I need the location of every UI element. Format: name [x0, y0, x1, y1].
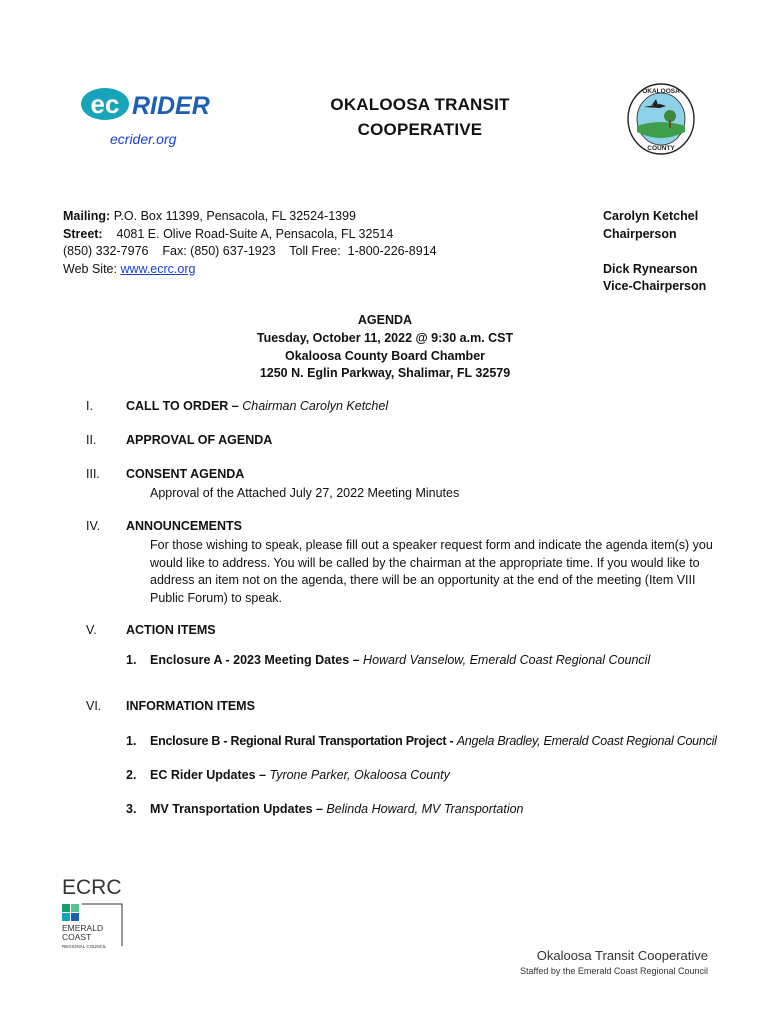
phone-line: (850) 332-7976 Fax: (850) 637-1923 Toll Free: 1-800-226-8914 [63, 244, 437, 259]
website-line [63, 261, 437, 279]
agenda-title: AGENDA [357, 313, 413, 327]
contact-block [63, 208, 437, 278]
vice-title: Vice-Chairperson [603, 279, 707, 294]
svg-text:EMERALD: EMERALD [62, 923, 104, 933]
mailing-line [63, 208, 437, 226]
vice-name: Dick Rynearson [603, 261, 698, 276]
consent-agenda-detail: Approval of the Attached July 27, 2022 Meeting Minutes [150, 486, 460, 500]
ec-rider-logo [80, 86, 220, 122]
footer-staffed-by: Staffed by the Emerald Coast Regional Council [520, 966, 708, 976]
sub-item-speaker: Tyrone Parker, Okaloosa County [269, 768, 450, 782]
svg-text:RIDER: RIDER [132, 92, 210, 120]
svg-text:ec: ec [90, 89, 120, 119]
info-item-enclosure-b [150, 734, 717, 748]
agenda-date: Tuesday, October 11, 2022 @ 9:30 a.m. CST [256, 330, 514, 345]
svg-text:COAST: COAST [62, 932, 92, 942]
item-number: IV. [86, 519, 101, 533]
footer-org-name: Okaloosa Transit Cooperative [536, 948, 708, 963]
announcements-line: would like to address. You will be called by the chairman at the appropriate time. If you would like to [150, 555, 700, 570]
announcements-line: For those wishing to speak, please fill out a speaker request form and indicate the agenda item(s) you [150, 538, 713, 552]
sub-item-title: EC Rider Updates – [150, 768, 270, 782]
mailing-label: Mailing: [63, 209, 111, 223]
item-approval-of-agenda: APPROVAL OF AGENDA [126, 433, 273, 447]
announcements-line: Public Forum) to speak. [150, 590, 282, 605]
action-item-enclosure-a [150, 653, 650, 667]
svg-text:OKALOOSA: OKALOOSA [642, 88, 680, 95]
sub-item-number: 3. [126, 802, 137, 816]
website-link[interactable]: www.ecrc.org [120, 261, 196, 276]
item-number: II. [86, 433, 97, 447]
sub-item-title: MV Transportation Updates – [150, 802, 327, 816]
item-announcements: ANNOUNCEMENTS [126, 519, 242, 533]
agenda-address: 1250 N. Eglin Parkway, Shalimar, FL 32579 [259, 366, 511, 381]
info-item-ec-rider-updates [150, 768, 450, 782]
org-title-line2: COOPERATIVE [357, 120, 483, 139]
street-value: 4081 E. Olive Road-Suite A, Pensacola, FL 32514 [116, 226, 394, 241]
sub-item-number: 2. [126, 768, 137, 782]
item-number: I. [86, 399, 93, 413]
item-information-items: INFORMATION ITEMS [126, 699, 255, 713]
website-label: Web Site: [63, 261, 121, 276]
item-number: V. [86, 623, 97, 637]
announcements-text [150, 537, 713, 607]
chair-name: Carolyn Ketchel [603, 209, 699, 223]
svg-text:COUNTY: COUNTY [647, 145, 675, 152]
sub-item-title: Enclosure A - 2023 Meeting Dates – [150, 653, 364, 667]
org-title-line1: OKALOOSA TRANSIT [330, 95, 510, 114]
agenda-place: Okaloosa County Board Chamber [284, 348, 486, 363]
item-title: CALL TO ORDER – [126, 399, 243, 413]
svg-text:ECRC: ECRC [62, 876, 122, 899]
mailing-value: P.O. Box 11399, Pensacola, FL 32524-1399 [113, 209, 357, 223]
sub-item-speaker: Howard Vanselow, Emerald Coast Regional Council [363, 653, 651, 667]
street-line [63, 226, 437, 244]
ecrc-logo [60, 874, 130, 954]
ecrider-link[interactable]: ecrider.org [110, 131, 177, 147]
item-consent-agenda: CONSENT AGENDA [126, 467, 245, 481]
info-item-mv-transportation [150, 802, 524, 816]
svg-text:REGIONAL COUNCIL: REGIONAL COUNCIL [62, 944, 107, 949]
announcements-line: address an item not on the agenda, there will be an opportunity at the end of the meeting (Item VIII [150, 573, 696, 588]
item-number: VI. [86, 699, 102, 713]
sub-item-number: 1. [126, 734, 137, 748]
item-number: III. [86, 467, 100, 481]
sub-item-speaker: Belinda Howard, MV Transportation [326, 802, 524, 816]
sub-item-title: Enclosure B - Regional Rural Transportation Project - [150, 734, 457, 748]
okaloosa-county-seal [626, 82, 696, 156]
street-label: Street: [63, 226, 103, 241]
page-title [270, 92, 570, 142]
item-speaker: Chairman Carolyn Ketchel [242, 399, 389, 413]
officers-block [603, 208, 706, 296]
chair-title: Chairperson [603, 226, 677, 241]
item-call-to-order [126, 399, 388, 413]
item-action-items: ACTION ITEMS [126, 623, 216, 637]
sub-item-number: 1. [126, 653, 137, 667]
sub-item-speaker: Angela Bradley, Emerald Coast Regional Council [456, 734, 717, 748]
agenda-heading [235, 312, 535, 383]
